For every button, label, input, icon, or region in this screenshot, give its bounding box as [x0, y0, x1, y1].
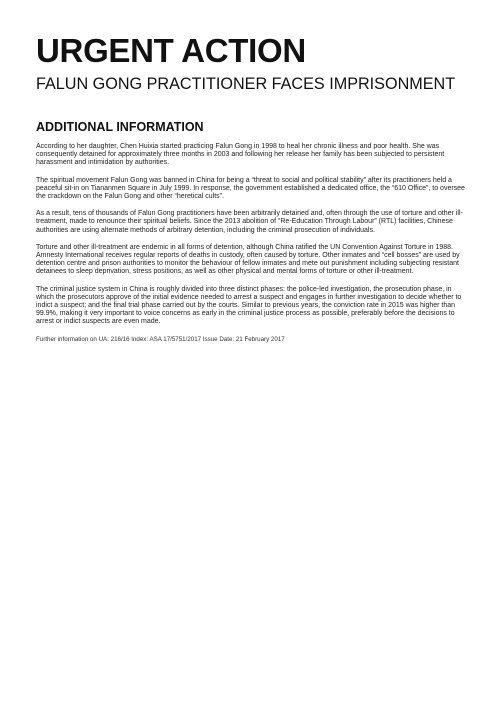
- body-text: [36, 143, 468, 327]
- further-information-note: Further information on UA: 216/16 Index: ASA 17/5751/2017 Issue Date: 21 February 2017: [36, 335, 285, 343]
- document-page: [36, 34, 468, 344]
- paragraph-ban: The spiritual movement Falun Gong was banned in China for being a “threat to social and political stability” after its practitioners held a peaceful sit-in on Tiananmen Square in July 1999. In response, the government established a dedicated office, the “610 Office”, to oversee the crackdown on the Falun Gong and other “heretical cults”.: [36, 176, 465, 201]
- paragraph-justice-system: The criminal justice system in China is roughly divided into three distinct phases: the police-led investigation, the prosecution phase, in which the prosecutors approve of the initial evidence needed to arrest a suspect and engages in further investigation to decide whether to indict a suspect; and the final trial phase carried out by the courts. Similar to previous years, the conviction rate in 2015 was higher than 99.9%, making it very important to voice concerns as early in the criminal justice process as possible, preferably before the decisions to arrest or indict suspects are even made.: [36, 285, 462, 326]
- page-subtitle: FALUN GONG PRACTITIONER FACES IMPRISONMENT: [36, 75, 456, 93]
- paragraph-torture: Torture and other ill-treatment are endemic in all forms of detention, although China ratified the UN Convention Against Torture in 1988. Amnesty International receives regular reports of deaths in custody, often caused by torture. Other inmates and “cell bosses” are used by detention centre and prison authorities to monitor the behaviour of fellow inmates and mete out punishment including subjecting resistant detainees to sleep deprivation, stress positions, as well as other physical and mental forms of torture or other ill-treatment.: [36, 243, 460, 276]
- page-title: URGENT ACTION: [36, 32, 306, 69]
- paragraph-background: According to her daughter, Chen Huixia started practicing Falun Gong in 1998 to heal her chronic illness and poor health. She was consequently detained for approximately three months in 2003 and following her release her family has been subjected to persistent harassment and intimidation by authorities.: [36, 143, 445, 167]
- section-heading: ADDITIONAL INFORMATION: [36, 120, 204, 134]
- paragraph-detention: As a result, tens of thousands of Falun Gong practitioners have been arbitrarily detained and, often through the use of torture and other ill-treatment, made to renounce their spiritual beliefs. Since the 2013 abolition of “Re-Education Through Labour” (RTL) facilities, Chinese authorities are using alternate methods of arbitrary detention, including the criminal prosecution of individuals.: [36, 210, 463, 234]
